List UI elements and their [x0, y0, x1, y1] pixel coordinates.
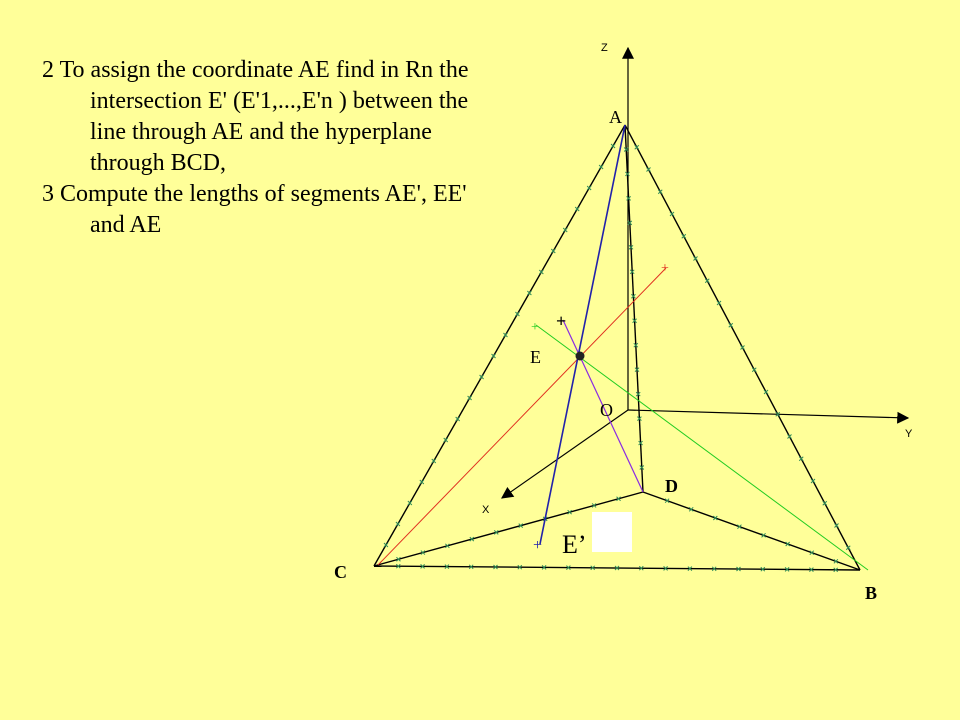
origin-o-label: O — [600, 400, 613, 420]
white-box — [592, 512, 632, 552]
vertex-b-label: B — [865, 583, 878, 603]
vertex-a-label: A — [609, 107, 622, 127]
red-plus-marker: + — [661, 261, 669, 276]
black-plus-marker: + — [556, 311, 567, 331]
x-axis-label: X — [482, 504, 490, 516]
tetrahedron-edges — [374, 125, 860, 572]
green-plus-marker: + — [531, 320, 539, 335]
point-e-dot — [576, 352, 585, 361]
blue-plus-marker: + — [533, 537, 543, 554]
point-e-prime-label: E’ — [562, 530, 587, 559]
vertex-c-label: C — [334, 562, 347, 582]
y-axis-label: Y — [905, 428, 913, 440]
blue-line — [540, 125, 625, 544]
y-axis — [628, 410, 908, 418]
edge-ac — [374, 125, 625, 566]
step-3-text: 3 Compute the lengths of segments AE', EE' and AE — [42, 181, 467, 238]
step-2-text: 2 To assign the coordinate AE find in Rn the intersection E' (E'1,...,E'n ) between the line through AE and the hyperplane through BCD, — [42, 57, 469, 176]
point-e-label: E — [530, 347, 541, 367]
vertex-d-label: D — [665, 476, 678, 496]
edge-db — [643, 492, 860, 570]
z-axis-label: Z — [601, 42, 608, 54]
